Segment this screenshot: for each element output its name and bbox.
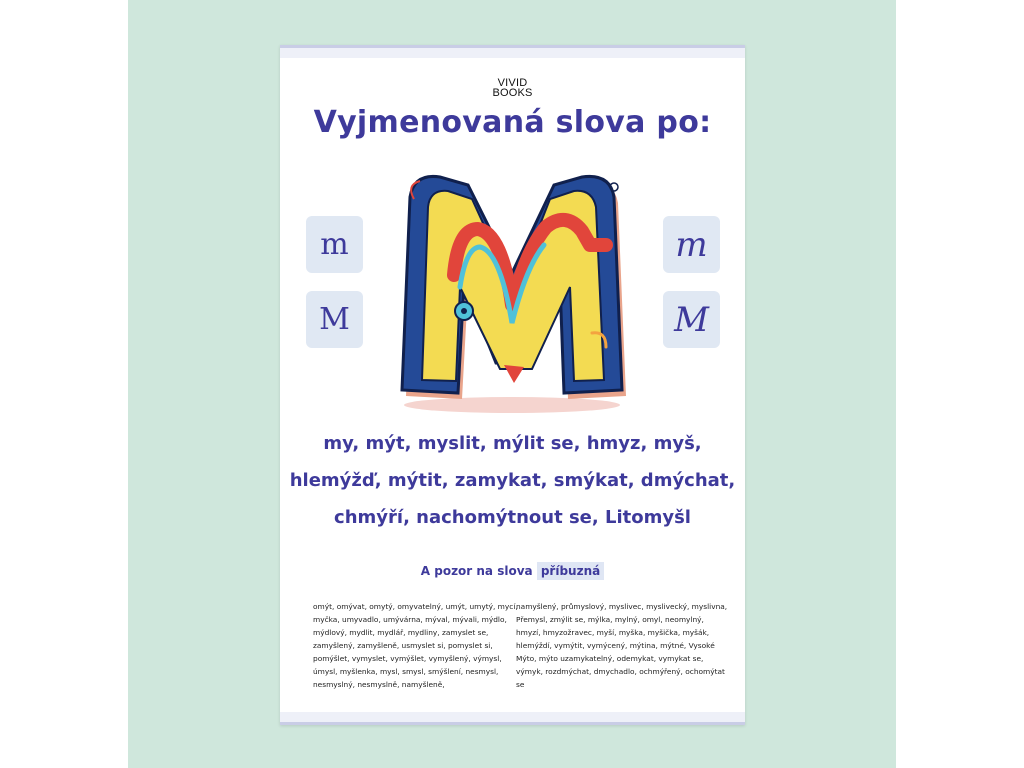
brand-logo (280, 78, 745, 98)
page-title: Vyjmenovaná slova po: (313, 105, 712, 140)
poster-bottom-rail (280, 712, 745, 725)
poster-top-rail (280, 45, 745, 58)
print-uppercase-letter: M (319, 302, 350, 337)
print-lowercase-letter: m (320, 227, 349, 262)
words-line-1: my, mýt, myslit, mýlit se, hmyz, myš, (323, 433, 702, 454)
script-lowercase-letter: m (675, 224, 708, 265)
decor-dot (461, 308, 467, 314)
related-words-heading (280, 564, 745, 578)
decor-triangle (504, 365, 524, 383)
words-line-2: hlemýžď, mýtit, zamykat, smýkat, dmýchat, (289, 470, 736, 491)
words-line-3: chmýří, nachomýtnout se, Litomyšl (334, 507, 691, 528)
letter-tile-print-lower (306, 216, 363, 273)
related-highlight: příbuzná (537, 562, 604, 580)
letter-tile-print-upper (306, 291, 363, 348)
related-label: A pozor na slova (420, 564, 533, 578)
listed-words (280, 425, 745, 536)
letter-tile-script-lower (663, 216, 720, 273)
brand-line-2: BOOKS (492, 87, 533, 99)
brand-line-1: VIVID (497, 77, 528, 89)
letter-m-illustration (384, 155, 640, 415)
poster (280, 45, 745, 725)
related-words-right-column: namyšlený, průmyslový, myslivec, myslivecký, myslivna, Přemysl, zmýlit se, mýlka, mylný, omyl, neomylný, hmyzí, hmyzožravec, myší, myška, myšička, myšák, hlemýždí, vymýtit, vymýcený, mýtina, mýtné, Vysoké Mýto, mýto uzamykatelný, odemykat, vymykat se, výmyk, rozdmýchat, dmychadlo, ochmýřený, ochomýtat se (516, 602, 728, 689)
illustration-shadow (404, 397, 620, 413)
letter-tile-script-upper (663, 291, 720, 348)
script-uppercase-letter: M (674, 299, 709, 340)
related-words-left-column: omýt, omývat, omytý, omyvatelný, umýt, umytý, mycí, myčka, umyvadlo, umývárna, mýval, mývali, mýdlo, mýdlový, mydlit, mydlář, mydliny, zamyslet se, zamyšlený, zamyšleně, usmyslet si, pomyslet si, pomýšlet, vymyslet, vymýšlet, vymyšlený, výmysl, úmysl, myšlenka, mysl, smysl, smýšlení, nesmysl, nesmyslný, nesmyslně, namyšleně, (313, 602, 518, 689)
